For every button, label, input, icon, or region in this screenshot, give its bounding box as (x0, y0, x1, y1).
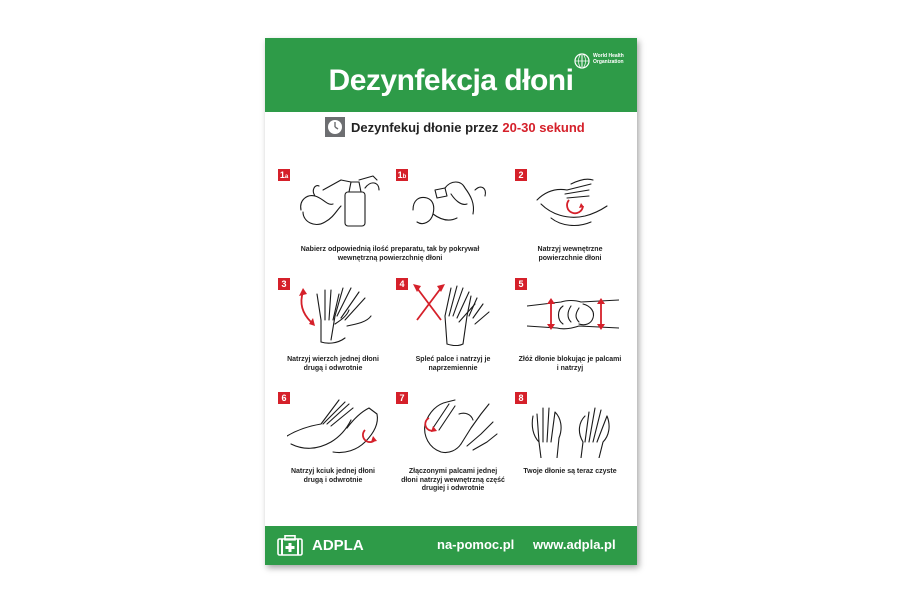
clock-icon (325, 117, 345, 137)
palms-rub-icon (531, 170, 619, 232)
step-badge-4: 4 (396, 278, 408, 290)
step-badge-3: 3 (278, 278, 290, 290)
who-logo-text: World Health Organization (593, 53, 624, 65)
footer-site-2[interactable]: www.adpla.pl (533, 537, 616, 552)
fingertips-rub-icon (415, 394, 499, 456)
step-badge-8: 8 (515, 392, 527, 404)
step-badge-1a: 1a (279, 170, 289, 180)
poster (265, 38, 637, 565)
step-badge-6: 6 (278, 392, 290, 404)
hand-pump-icon (293, 170, 381, 232)
poster-title: Dezynfekcja dłoni (328, 64, 574, 97)
step-caption-3: Natrzyj wierzch jednej dłoni drugą i odwrotnie (287, 356, 379, 372)
step-caption-2: Natrzyj wewnętrzne powierzchnie dłoni (537, 246, 603, 262)
hand-cup-icon (405, 170, 493, 232)
step-caption-7: Złączonymi palcami jednej dłoni natrzyj wewnętrzną część drugiej i odwrotnie (401, 468, 505, 492)
footer-site-1[interactable]: na-pomoc.pl (437, 537, 515, 552)
first-aid-kit-icon (277, 535, 303, 556)
subtitle-text: Dezynfekuj dłonie przez (351, 119, 499, 135)
step-badge-1b: 1b (397, 170, 407, 180)
poster-header (265, 38, 637, 112)
step-caption-4: Spleć palce i natrzyj je naprzemiennie (415, 356, 491, 372)
poster-footer (265, 526, 637, 565)
step-caption-6: Natrzyj kciuk jednej dłoni drugą i odwrotnie (290, 468, 376, 484)
step-badge-2: 2 (515, 169, 527, 181)
clean-hands-icon (527, 402, 617, 458)
interlock-fingers-icon (527, 288, 619, 338)
step-caption-5: Złóż dłonie blokując je palcami i natrzyj (518, 356, 622, 372)
interlace-fingers-icon (411, 282, 497, 346)
footer-brand: ADPLA (312, 537, 364, 554)
step-badge-7: 7 (396, 392, 408, 404)
step-badge-5: 5 (515, 278, 527, 290)
thumb-rub-icon (287, 394, 385, 456)
step-caption-1: Nabierz odpowiednią ilość preparatu, tak by pokrywał wewnętrzną powierzchnię dłoni (300, 246, 480, 262)
step-caption-8: Twoje dłonie są teraz czyste (523, 468, 617, 475)
subtitle (325, 116, 585, 138)
subtitle-time: 20-30 sekund (502, 119, 585, 135)
back-hand-rub-icon (291, 280, 381, 346)
